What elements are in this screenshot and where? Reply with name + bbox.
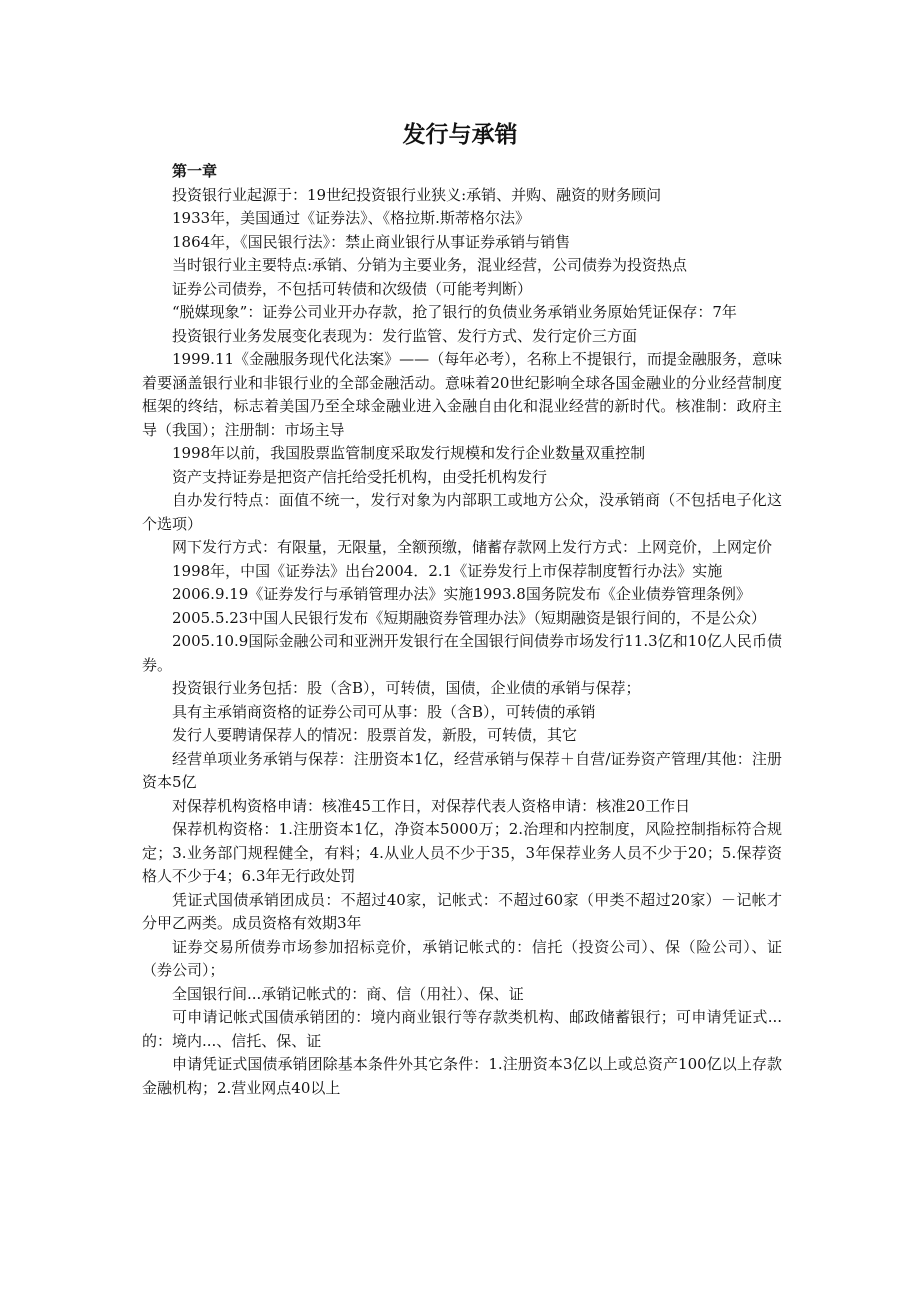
paragraph: 资产支持证券是把资产信托给受托机构，由受托机构发行: [172, 467, 548, 486]
paragraph: 发行人要聘请保荐人的情况：股票首发，新股，可转债，其它: [172, 726, 578, 744]
paragraph: 2005.10.9国际金融公司和亚洲开发银行在全国银行间债券市场发行11.3亿和10亿人民币债券。: [142, 632, 782, 674]
paragraph: 当时银行业主要特点:承销、分销为主要业务，混业经营，公司债券为投资热点: [172, 256, 688, 274]
document-title: 发行与承销: [402, 121, 518, 148]
paragraph: 经营单项业务承销与保荐：注册资本1亿，经营承销与保荐＋自营/证券资产管理/其他：注册资本5亿: [142, 749, 782, 791]
paragraph: 投资银行业起源于：19世纪投资银行业狭义:承销、并购、融资的财务顾问: [172, 185, 662, 204]
chapter-heading: 第一章: [172, 162, 218, 180]
paragraph: 投资银行业务发展变化表现为：发行监管、发行方式、发行定价三方面: [172, 326, 638, 345]
paragraph: 1998年以前，我国股票监管制度采取发行规模和发行企业数量双重控制: [172, 444, 646, 462]
paragraph: 1933年，美国通过《证券法》、《格拉斯.斯蒂格尔法》: [172, 209, 530, 227]
paragraph: 投资银行业务包括：股（含B），可转债，国债，企业债的承销与保荐；: [172, 679, 641, 697]
paragraph: 2006.9.19《证券发行与承销管理办法》实施1993.8国务院发布《企业债券管理条例》: [172, 585, 751, 603]
paragraph: “脱媒现象”：证券公司业开办存款，抢了银行的负债业务承销业务原始凭证保存：7年: [172, 303, 737, 321]
paragraph: 1998年，中国《证券法》出台2004．2.1《证券发行上市保荐制度暂行办法》实施: [172, 561, 723, 580]
paragraph: 2005.5.23中国人民银行发布《短期融资券管理办法》（短期融资是银行间的，不是公众）: [172, 608, 766, 627]
paragraph: 自办发行特点：面值不统一，发行对象为内部职工或地方公众，没承销商（不包括电子化这个选项）: [142, 491, 782, 533]
paragraph: 凭证式国债承销团成员：不超过40家，记帐式：不超过60家（甲类不超过20家）－记帐才分甲乙两类。成员资格有效期3年: [142, 890, 782, 932]
paragraph: 证券交易所债券市场参加招标竞价，承销记帐式的：信托（投资公司）、保（险公司）、证（券公司）；: [142, 937, 782, 979]
paragraph: 可申请记帐式国债承销团的：境内商业银行等存款类机构、邮政储蓄银行；可申请凭证式...的：境内...、信托、保、证: [142, 1008, 782, 1050]
paragraph: 网下发行方式：有限量，无限量，全额预缴，储蓄存款网上发行方式：上网竞价，上网定价: [172, 538, 773, 556]
paragraph: 1999.11《金融服务现代化法案》——（每年必考），名称上不提银行，而提金融服务，意味着要涵盖银行业和非银行业的全部金融活动。意味着20世纪影响全球各国金融业的分业经营制度框架的终结，标志着美国乃至全球金融业进入金融自由化和混业经营的新时代。核准制：政府主导（我国）；注册制：市场主导: [142, 350, 782, 439]
paragraph: 对保荐机构资格申请：核准45工作日，对保荐代表人资格申请：核准20工作日: [172, 796, 691, 815]
document-body: [142, 160, 782, 1100]
paragraph: 具有主承销商资格的证券公司可从事：股（含B），可转债的承销: [172, 702, 596, 721]
paragraph: 保荐机构资格：1.注册资本1亿，净资本5000万；2.治理和内控制度，风险控制指标符合规定；3.业务部门规程健全，有料；4.从业人员不少于35，3年保荐业务人员不少于20；5.保荐资格人不少于4；6.3年无行政处罚: [142, 820, 782, 885]
paragraph: 申请凭证式国债承销团除基本条件外其它条件：1.注册资本3亿以上或总资产100亿以上存款金融机构；2.营业网点40以上: [142, 1055, 782, 1097]
paragraph: 全国银行间...承销记帐式的：商、信（用社）、保、证: [172, 984, 524, 1003]
paragraph: 证券公司债券，不包括可转债和次级债（可能考判断）: [172, 279, 533, 298]
paragraph: 1864年，《国民银行法》：禁止商业银行从事证券承销与销售: [172, 232, 571, 251]
